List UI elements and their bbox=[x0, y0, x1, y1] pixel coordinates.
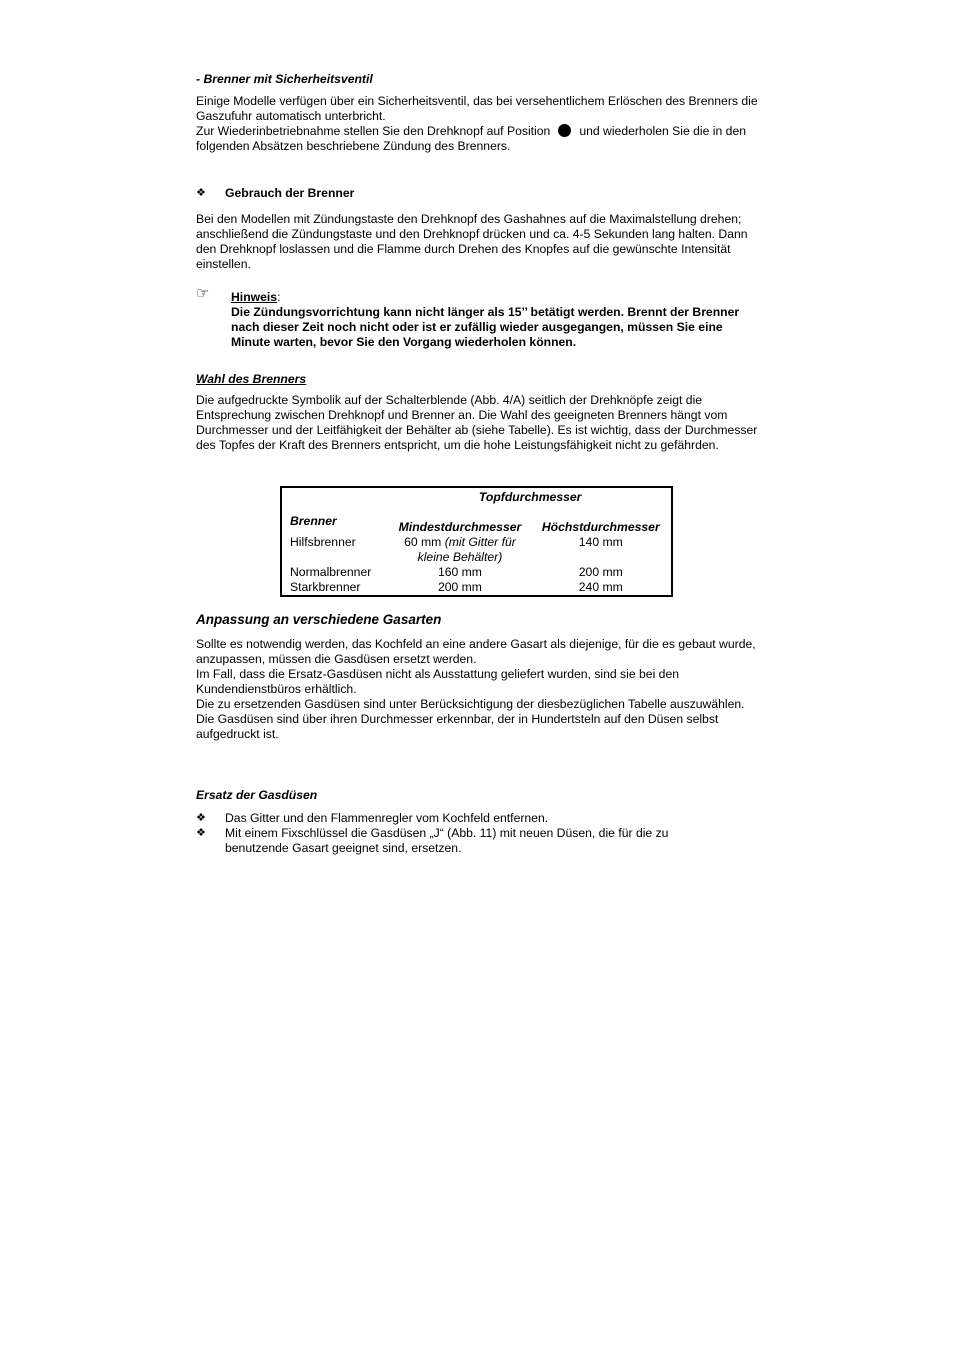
adaptation-text-3: Die zu ersetzenden Gasdüsen sind unter Berücksichtigung der diesbezüglichen Tabelle auszuwählen. bbox=[196, 697, 745, 711]
cell-min-note: (mit Gitter für kleine Behälter) bbox=[417, 535, 516, 564]
replacement-list bbox=[196, 811, 758, 856]
instruction-text-start: Zur Wiederinbetriebnahme stellen Sie den Drehknopf auf Position bbox=[196, 124, 551, 138]
replacement-heading: Ersatz der Gasdüsen bbox=[196, 788, 318, 802]
knob-position-icon bbox=[558, 124, 571, 137]
cell-burner: Starkbrenner bbox=[290, 580, 361, 594]
safety-valve-heading: - Brenner mit Sicherheitsventil bbox=[196, 72, 373, 86]
list-item-text: Mit einem Fixschlüssel die Gasdüsen „J“ (Abb. 11) mit neuen Düsen, die für die zu benutzende Gasart geeignet sind, ersetzen. bbox=[225, 826, 669, 855]
note-block bbox=[196, 285, 758, 350]
list-item-text: Das Gitter und den Flammenregler vom Kochfeld entfernen. bbox=[225, 811, 549, 825]
table-row bbox=[281, 580, 672, 596]
diamond-bullet-icon: ❖ bbox=[196, 187, 206, 199]
cell-max: 140 mm bbox=[578, 535, 623, 549]
adaptation-paragraph bbox=[196, 637, 758, 742]
list-item bbox=[196, 826, 758, 856]
col-header-max: Höchstdurchmesser bbox=[541, 520, 660, 534]
col-header-min: Mindestdurchmesser bbox=[398, 520, 522, 534]
group-header: Topfdurchmesser bbox=[478, 490, 582, 504]
safety-valve-text: Einige Modelle verfügen über ein Sicherheitsventil, das bei versehentlichem Erlöschen des Brenners die Gaszufuhr automatisch unterbricht. bbox=[196, 94, 758, 123]
usage-heading: Gebrauch der Brenner bbox=[225, 186, 355, 200]
selection-text: Die aufgedruckte Symbolik auf der Schalterblende (Abb. 4/A) seitlich der Drehknöpfe zeigt die Entsprechung zwischen Drehknopf und Brenner an. Die Wahl des geeigneten Brenners hängt vom Durchmesser und der Leitfähigkeit der Behälter ab (siehe Tabelle). Es ist wichtig, dass der Durchmesser des Topfes der Kraft des Brenners entspricht, um die hohe Leistungsfähigkeit nicht zu gefährden. bbox=[196, 393, 758, 452]
cell-max: 200 mm bbox=[578, 565, 623, 579]
diamond-bullet-icon: ❖ bbox=[196, 812, 206, 824]
cell-min: 160 mm bbox=[437, 565, 482, 579]
cell-burner: Normalbrenner bbox=[290, 565, 372, 579]
table-row bbox=[281, 565, 672, 580]
cell-min: 200 mm bbox=[437, 580, 482, 594]
adaptation-text-1: Sollte es notwendig werden, das Kochfeld an eine andere Gasart als diejenige, für die es gebaut wurde, anzupassen, müssen die Gasdüsen ersetzt werden. bbox=[196, 637, 756, 666]
col-header-burner: Brenner bbox=[290, 514, 337, 528]
adaptation-heading: Anpassung an verschiedene Gasarten bbox=[196, 612, 442, 627]
cell-min bbox=[389, 535, 530, 565]
safety-valve-instruction bbox=[196, 124, 758, 154]
list-item bbox=[196, 811, 758, 826]
safety-valve-paragraph bbox=[196, 94, 758, 154]
instruction-text-end: und wiederholen Sie die in den folgenden Absätzen beschriebene Zündung des Brenners. bbox=[196, 124, 746, 153]
usage-heading-row bbox=[196, 186, 758, 201]
adaptation-text-4: Die Gasdüsen sind über ihren Durchmesser erkennbar, der in Hundertsteln auf den Düsen selbst aufgedruckt ist. bbox=[196, 712, 719, 741]
table-header-row bbox=[281, 505, 672, 535]
note-colon: : bbox=[277, 290, 281, 304]
selection-heading: Wahl des Brenners bbox=[196, 372, 307, 386]
cell-burner: Hilfsbrenner bbox=[290, 535, 356, 549]
table-header-row bbox=[281, 487, 672, 505]
note-text: Die Zündungsvorrichtung kann nicht länger als 15’’ betätigt werden. Brennt der Brenner nach dieser Zeit noch nicht oder ist er zufällig wieder ausgegangen, müssen Sie eine Minute warten, bevor Sie den Vorgang wiederholen können. bbox=[231, 305, 740, 349]
burner-table bbox=[280, 486, 673, 597]
note-body bbox=[231, 290, 758, 350]
cell-min-value: 60 mm bbox=[404, 535, 442, 549]
usage-text: Bei den Modellen mit Zündungstaste den Drehknopf des Gashahnes auf die Maximalstellung drehen; anschließend die Zündungstaste und den Drehknopf drücken und ca. 4-5 Sekunden lang halten. Dann den Drehknopf loslassen und die Flamme durch Drehen des Knopfes auf die gewünschte Intensität einstellen. bbox=[196, 212, 748, 271]
pointing-hand-icon: ☞ bbox=[196, 285, 210, 302]
note-label: Hinweis bbox=[231, 290, 278, 304]
cell-max: 240 mm bbox=[578, 580, 623, 594]
adaptation-text-2: Im Fall, dass die Ersatz-Gasdüsen nicht als Ausstattung geliefert wurden, sind sie bei den Kundendienstbüros erhältlich. bbox=[196, 667, 680, 696]
diamond-bullet-icon: ❖ bbox=[196, 827, 206, 839]
table-row bbox=[281, 535, 672, 565]
